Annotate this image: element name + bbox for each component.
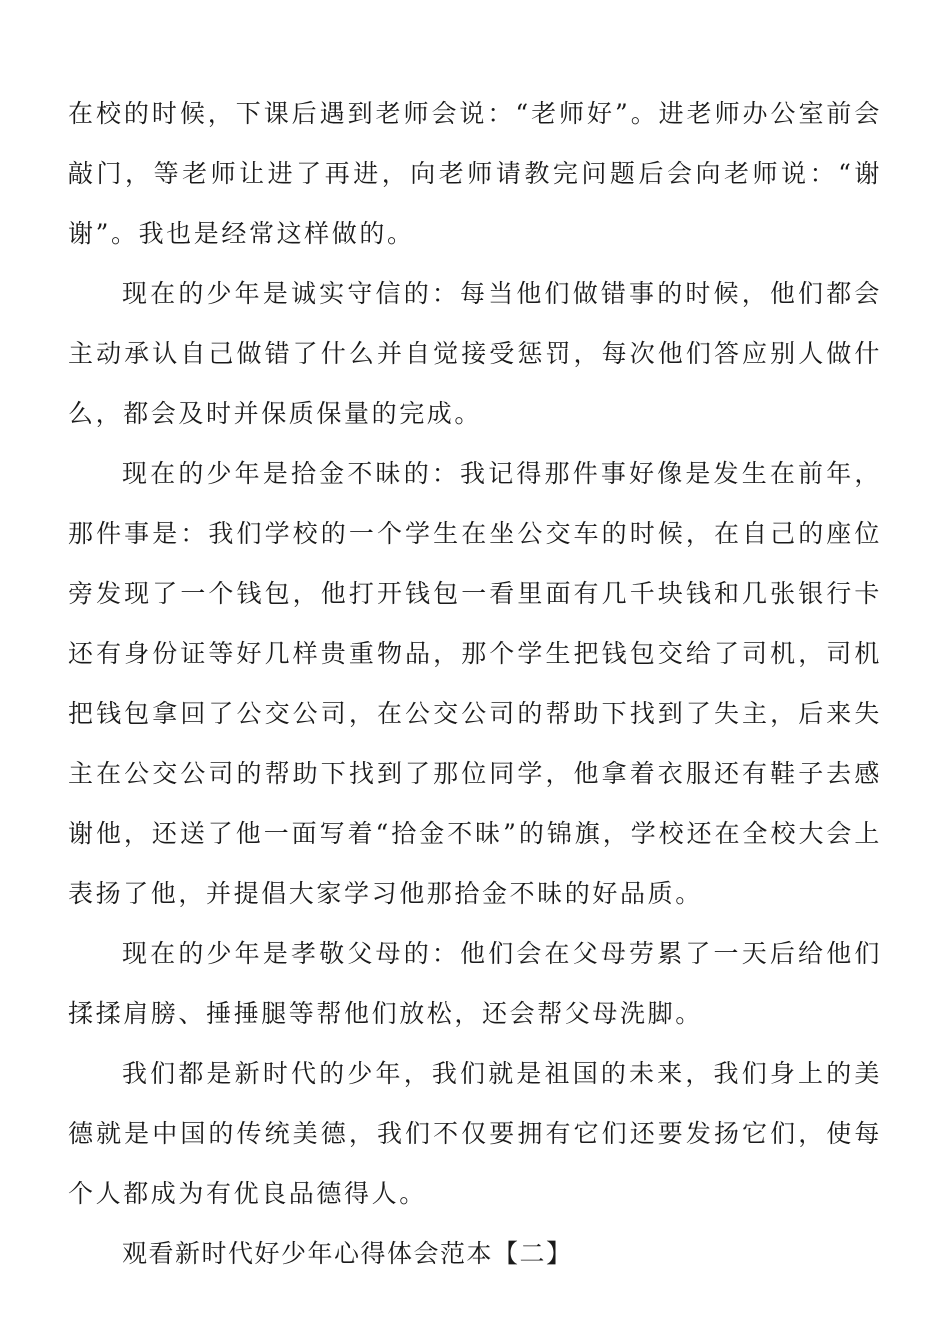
paragraph-conclusion: 我们都是新时代的少年，我们就是祖国的未来，我们身上的美德就是中国的传统美德，我们不仅要拥有它们还要发扬它们，使每个人都成为有优良品德得人。 <box>68 1059 882 1208</box>
section-heading: 观看新时代好少年心得体会范本【二】 <box>122 1239 573 1268</box>
paragraph-integrity: 现在的少年是拾金不昧的：我记得那件事好像是发生在前年，那件事是：我们学校的一个学生在坐公交车的时候，在自己的座位旁发现了一个钱包，他打开钱包一看里面有几千块钱和几张银行卡还有身份证等好几样贵重物品，那个学生把钱包交给了司机，司机把钱包拿回了公交公司，在公交公司的帮助下找到了失主，后来失主在公交公司的帮助下找到了那位同学，他拿着衣服还有鞋子去感谢他，还送了他一面写着“拾金不昧”的锦旗，学校还在全校大会上表扬了他，并提倡大家学习他那拾金不昧的好品质。 <box>68 459 882 908</box>
paragraph-honesty: 现在的少年是诚实守信的：每当他们做错事的时候，他们都会主动承认自己做错了什么并自觉接受惩罚，每次他们答应别人做什么，都会及时并保质保量的完成。 <box>68 279 882 428</box>
paragraph-continuation: 在校的时候，下课后遇到老师会说：“老师好”。进老师办公室前会敲门，等老师让进了再进，向老师请教完问题后会向老师说：“谢谢”。我也是经常这样做的。 <box>68 99 882 248</box>
paragraph-filial-piety: 现在的少年是孝敬父母的：他们会在父母劳累了一天后给他们揉揉肩膀、捶捶腿等帮他们放松，还会帮父母洗脚。 <box>68 939 882 1028</box>
document-body <box>68 84 882 1284</box>
